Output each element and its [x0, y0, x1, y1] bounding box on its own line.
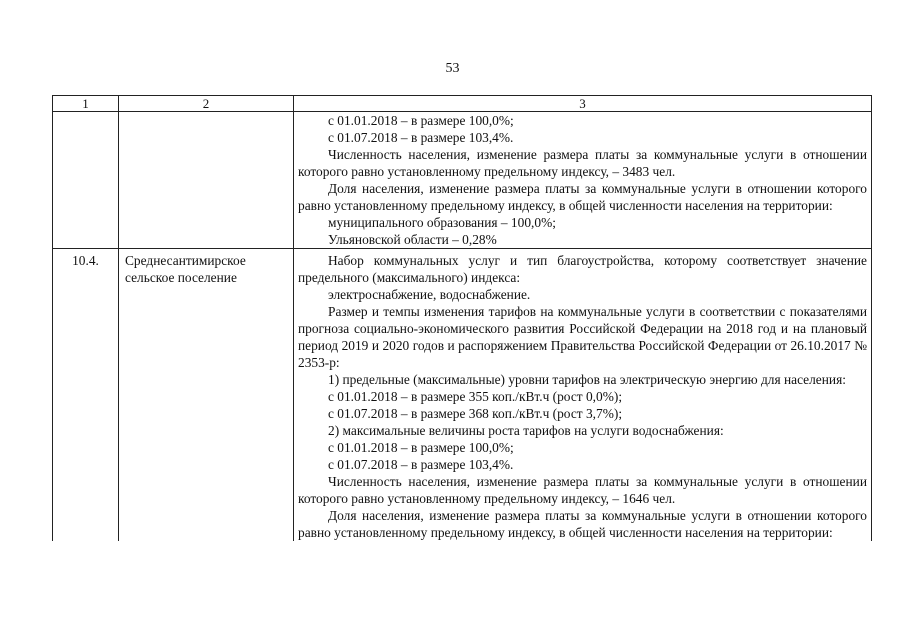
- table-header-row: [53, 96, 872, 112]
- header-col-1: 1: [53, 96, 119, 112]
- content-paragraph: Доля населения, изменение размера платы за коммунальные услуги в отношении которого равно установленному предельному индексу, в общей численности населения на территории:: [298, 508, 867, 540]
- content-paragraph: с 01.07.2018 – в размере 368 коп./кВт.ч (рост 3,7%);: [328, 406, 623, 421]
- header-col-3: 3: [294, 96, 872, 112]
- table-row-continuation: [53, 112, 872, 249]
- row-number-cell: 10.4.: [53, 249, 119, 542]
- content-paragraph: с 01.07.2018 – в размере 103,4%.: [328, 130, 514, 145]
- content-paragraph: Размер и темпы изменения тарифов на коммунальные услуги в соответствии с показателями прогноза социально-экономического развития Российской Федерации на 2018 год и на плановый период 2019 и 2020 годов и распоряжением Правительства Российской Федерации от 26.10.2017 № 2353-р:: [298, 304, 867, 370]
- content-paragraph: с 01.01.2018 – в размере 355 коп./кВт.ч (рост 0,0%);: [328, 389, 623, 404]
- content-paragraph: Численность населения, изменение размера платы за коммунальные услуги в отношении которого равно установленному предельному индексу, – 1646 чел.: [298, 474, 867, 506]
- settlement-name-cell: [119, 112, 294, 249]
- content-paragraph: 1) предельные (максимальные) уровни тарифов на электрическую энергию для населения:: [328, 372, 846, 387]
- content-cell: [294, 249, 872, 542]
- content-paragraph: Набор коммунальных услуг и тип благоустройства, которому соответствует значение предельного (максимального) индекса:: [298, 253, 867, 285]
- row-number-cell: [53, 112, 119, 249]
- page-number: 53: [445, 61, 460, 76]
- tariff-table: [52, 95, 872, 541]
- table-row-10-4: [53, 249, 872, 542]
- content-paragraph: электроснабжение, водоснабжение.: [328, 287, 531, 302]
- header-col-2: 2: [119, 96, 294, 112]
- content-paragraph: Численность населения, изменение размера платы за коммунальные услуги в отношении которого равно установленному предельному индексу, – 3483 чел.: [298, 147, 867, 179]
- content-cell: [294, 112, 872, 249]
- content-paragraph: 2) максимальные величины роста тарифов на услуги водоснабжения:: [328, 423, 724, 438]
- settlement-name-cell: Среднесантимирское сельское поселение: [119, 249, 294, 542]
- content-paragraph: Доля населения, изменение размера платы за коммунальные услуги в отношении которого равно установленному предельному индексу, в общей численности населения на территории:: [298, 181, 867, 213]
- content-paragraph: с 01.01.2018 – в размере 100,0%;: [328, 113, 514, 128]
- content-paragraph: Ульяновской области – 0,28%: [328, 232, 497, 247]
- content-paragraph: с 01.07.2018 – в размере 103,4%.: [328, 457, 514, 472]
- content-paragraph: с 01.01.2018 – в размере 100,0%;: [328, 440, 514, 455]
- content-paragraph: муниципального образования – 100,0%;: [328, 215, 556, 230]
